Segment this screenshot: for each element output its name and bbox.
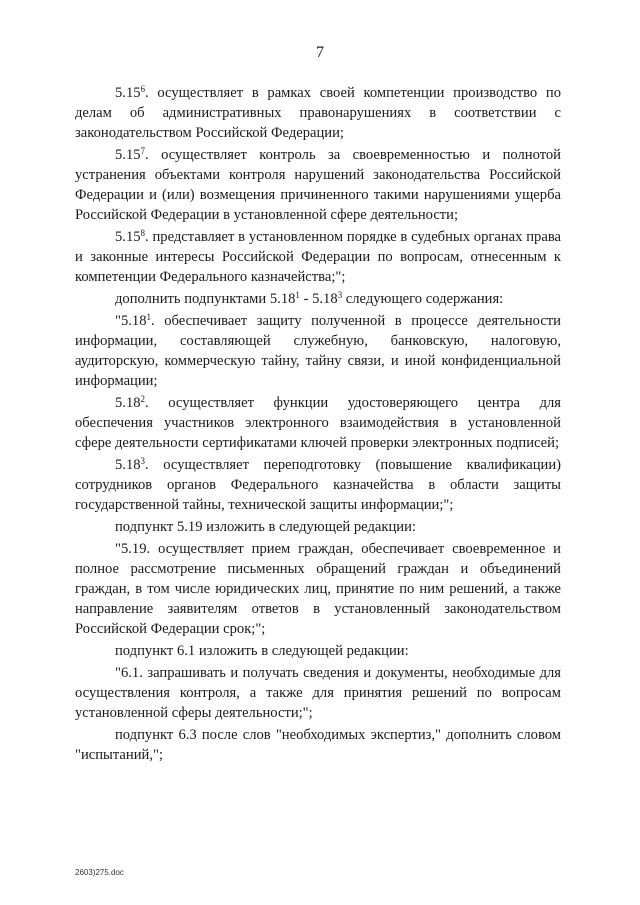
paragraph: "5.18$^1$. обеспечивает защиту полученной в процессе деятельности информации, составляющей служебную, банковскую, налоговую, аудиторскую, коммерческую тайну, тайну связи, и иной конфиденциальной информации; <box>75 312 561 389</box>
paragraph: 5.15$^6$. осуществляет в рамках своей компетенции производство по делам об административных правонарушениях в соответствии с законодательством Российской Федерации; <box>75 84 561 141</box>
file-name-footer: 2603)275.doc <box>75 868 124 877</box>
paragraph: "6.1. запрашивать и получать сведения и документы, необходимые для осуществления контроля, а также для принятия решений по вопросам установленной сферы деятельности;"; <box>75 665 561 721</box>
paragraph: 5.18$^2$. осуществляет функции удостоверяющего центра для обеспечения участников электронного взаимодействия в установленной сфере деятельности сертификатами ключей проверки электронных подписей; <box>75 394 561 451</box>
paragraph: подпункт 5.19 изложить в следующей редакции: <box>115 519 416 535</box>
paragraph: 5.18$^3$. осуществляет переподготовку (повышение квалификации) сотрудников органов Федерального казначейства в области защиты государственной тайны, технической защиты информации;"; <box>75 456 561 513</box>
document-body <box>75 83 561 767</box>
page-number: 7 <box>316 44 324 61</box>
paragraph: дополнить подпунктами 5.18$^1$ - 5.18$^3$ следующего содержания: <box>115 290 504 307</box>
paragraph: 5.15$^8$. представляет в установленном порядке в судебных органах права и законные интересы Российской Федерации по вопросам, отнесенным к компетенции Федерального казначейства;"; <box>75 228 561 285</box>
paragraph: "5.19. осуществляет прием граждан, обеспечивает своевременное и полное рассмотрение письменных обращений граждан и объединений граждан, в том числе юридических лиц, принятие по ним решений, а также направление заявителям ответов в установленный законодательством Российской Федерации срок;"; <box>75 541 561 637</box>
paragraph: 5.15$^7$. осуществляет контроль за своевременностью и полнотой устранения объектами контроля нарушений законодательства Российской Федерации и (или) возмещения причиненного такими нарушениями ущерба Российской Федерации в установленной сфере деятельности; <box>75 146 561 223</box>
paragraph: подпункт 6.1 изложить в следующей редакции: <box>115 643 409 659</box>
paragraph: подпункт 6.3 после слов "необходимых экспертиз," дополнить словом "испытаний,"; <box>75 727 561 763</box>
